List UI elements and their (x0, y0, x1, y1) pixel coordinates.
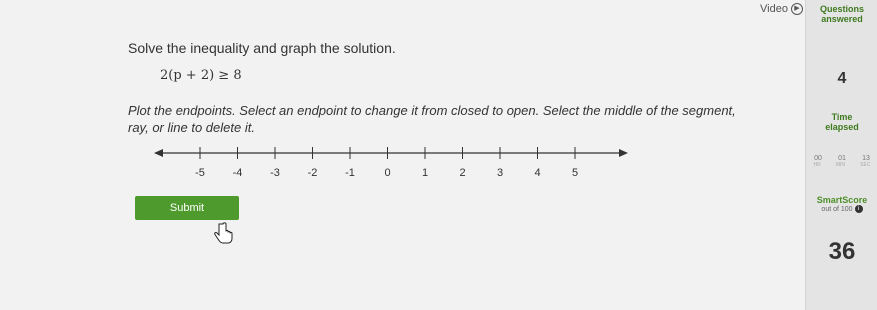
tick-label: -2 (307, 167, 318, 179)
info-icon[interactable]: i (855, 205, 863, 213)
tick-label: 1 (421, 167, 429, 179)
tick-label: -3 (270, 167, 280, 179)
timer-seconds: 13 (862, 155, 870, 162)
tick-label: 4 (534, 167, 541, 179)
tick-label: 5 (571, 167, 579, 179)
smartscore-subtitle (806, 205, 877, 213)
right-arrow-icon (619, 149, 628, 157)
timer-minutes-label: MIN (835, 162, 846, 168)
timer-hours: 00 (814, 155, 822, 162)
tick-label: -5 (195, 167, 205, 179)
tick-label: -1 (345, 167, 355, 179)
questions-title: Questions (819, 4, 864, 14)
time-elapsed-block (806, 112, 877, 132)
timer-hours-label: HR (813, 162, 821, 168)
video-link[interactable] (760, 3, 803, 15)
inequality-equation: 2(p + 2) ≥ 8 (160, 68, 242, 83)
graph-instructions: Plot the endpoints. Select an endpoint to change it from closed to open. Select the middle of the segment, ray, or line to delete it. (128, 103, 736, 135)
smartscore-subtitle-text: out of 100 (821, 205, 853, 213)
timer-seconds-label: SEC (860, 162, 871, 168)
timer (806, 155, 877, 168)
play-circle-icon: ▶ (791, 3, 803, 15)
hand-cursor-icon (212, 222, 234, 246)
tick-label: 0 (384, 167, 391, 179)
left-arrow-icon (154, 149, 163, 157)
sidebar (805, 0, 877, 310)
video-label: Video (760, 3, 788, 15)
smartscore-value: 36 (828, 238, 856, 265)
time-title: Time (831, 112, 853, 122)
submit-button[interactable]: Submit (135, 196, 239, 220)
smartscore-title: SmartScore (816, 195, 868, 205)
tick-label: -4 (232, 167, 243, 179)
questions-subtitle: answered (821, 14, 863, 24)
tick-label: 2 (459, 167, 466, 179)
smartscore-block (806, 195, 877, 213)
questions-answered-block (806, 4, 877, 24)
questions-count: 4 (837, 70, 847, 87)
time-subtitle: elapsed (825, 122, 859, 132)
question-prompt: Solve the inequality and graph the solution. (128, 40, 396, 56)
timer-minutes: 01 (838, 155, 846, 162)
number-line[interactable] (152, 143, 632, 183)
tick-label: 3 (496, 167, 504, 179)
